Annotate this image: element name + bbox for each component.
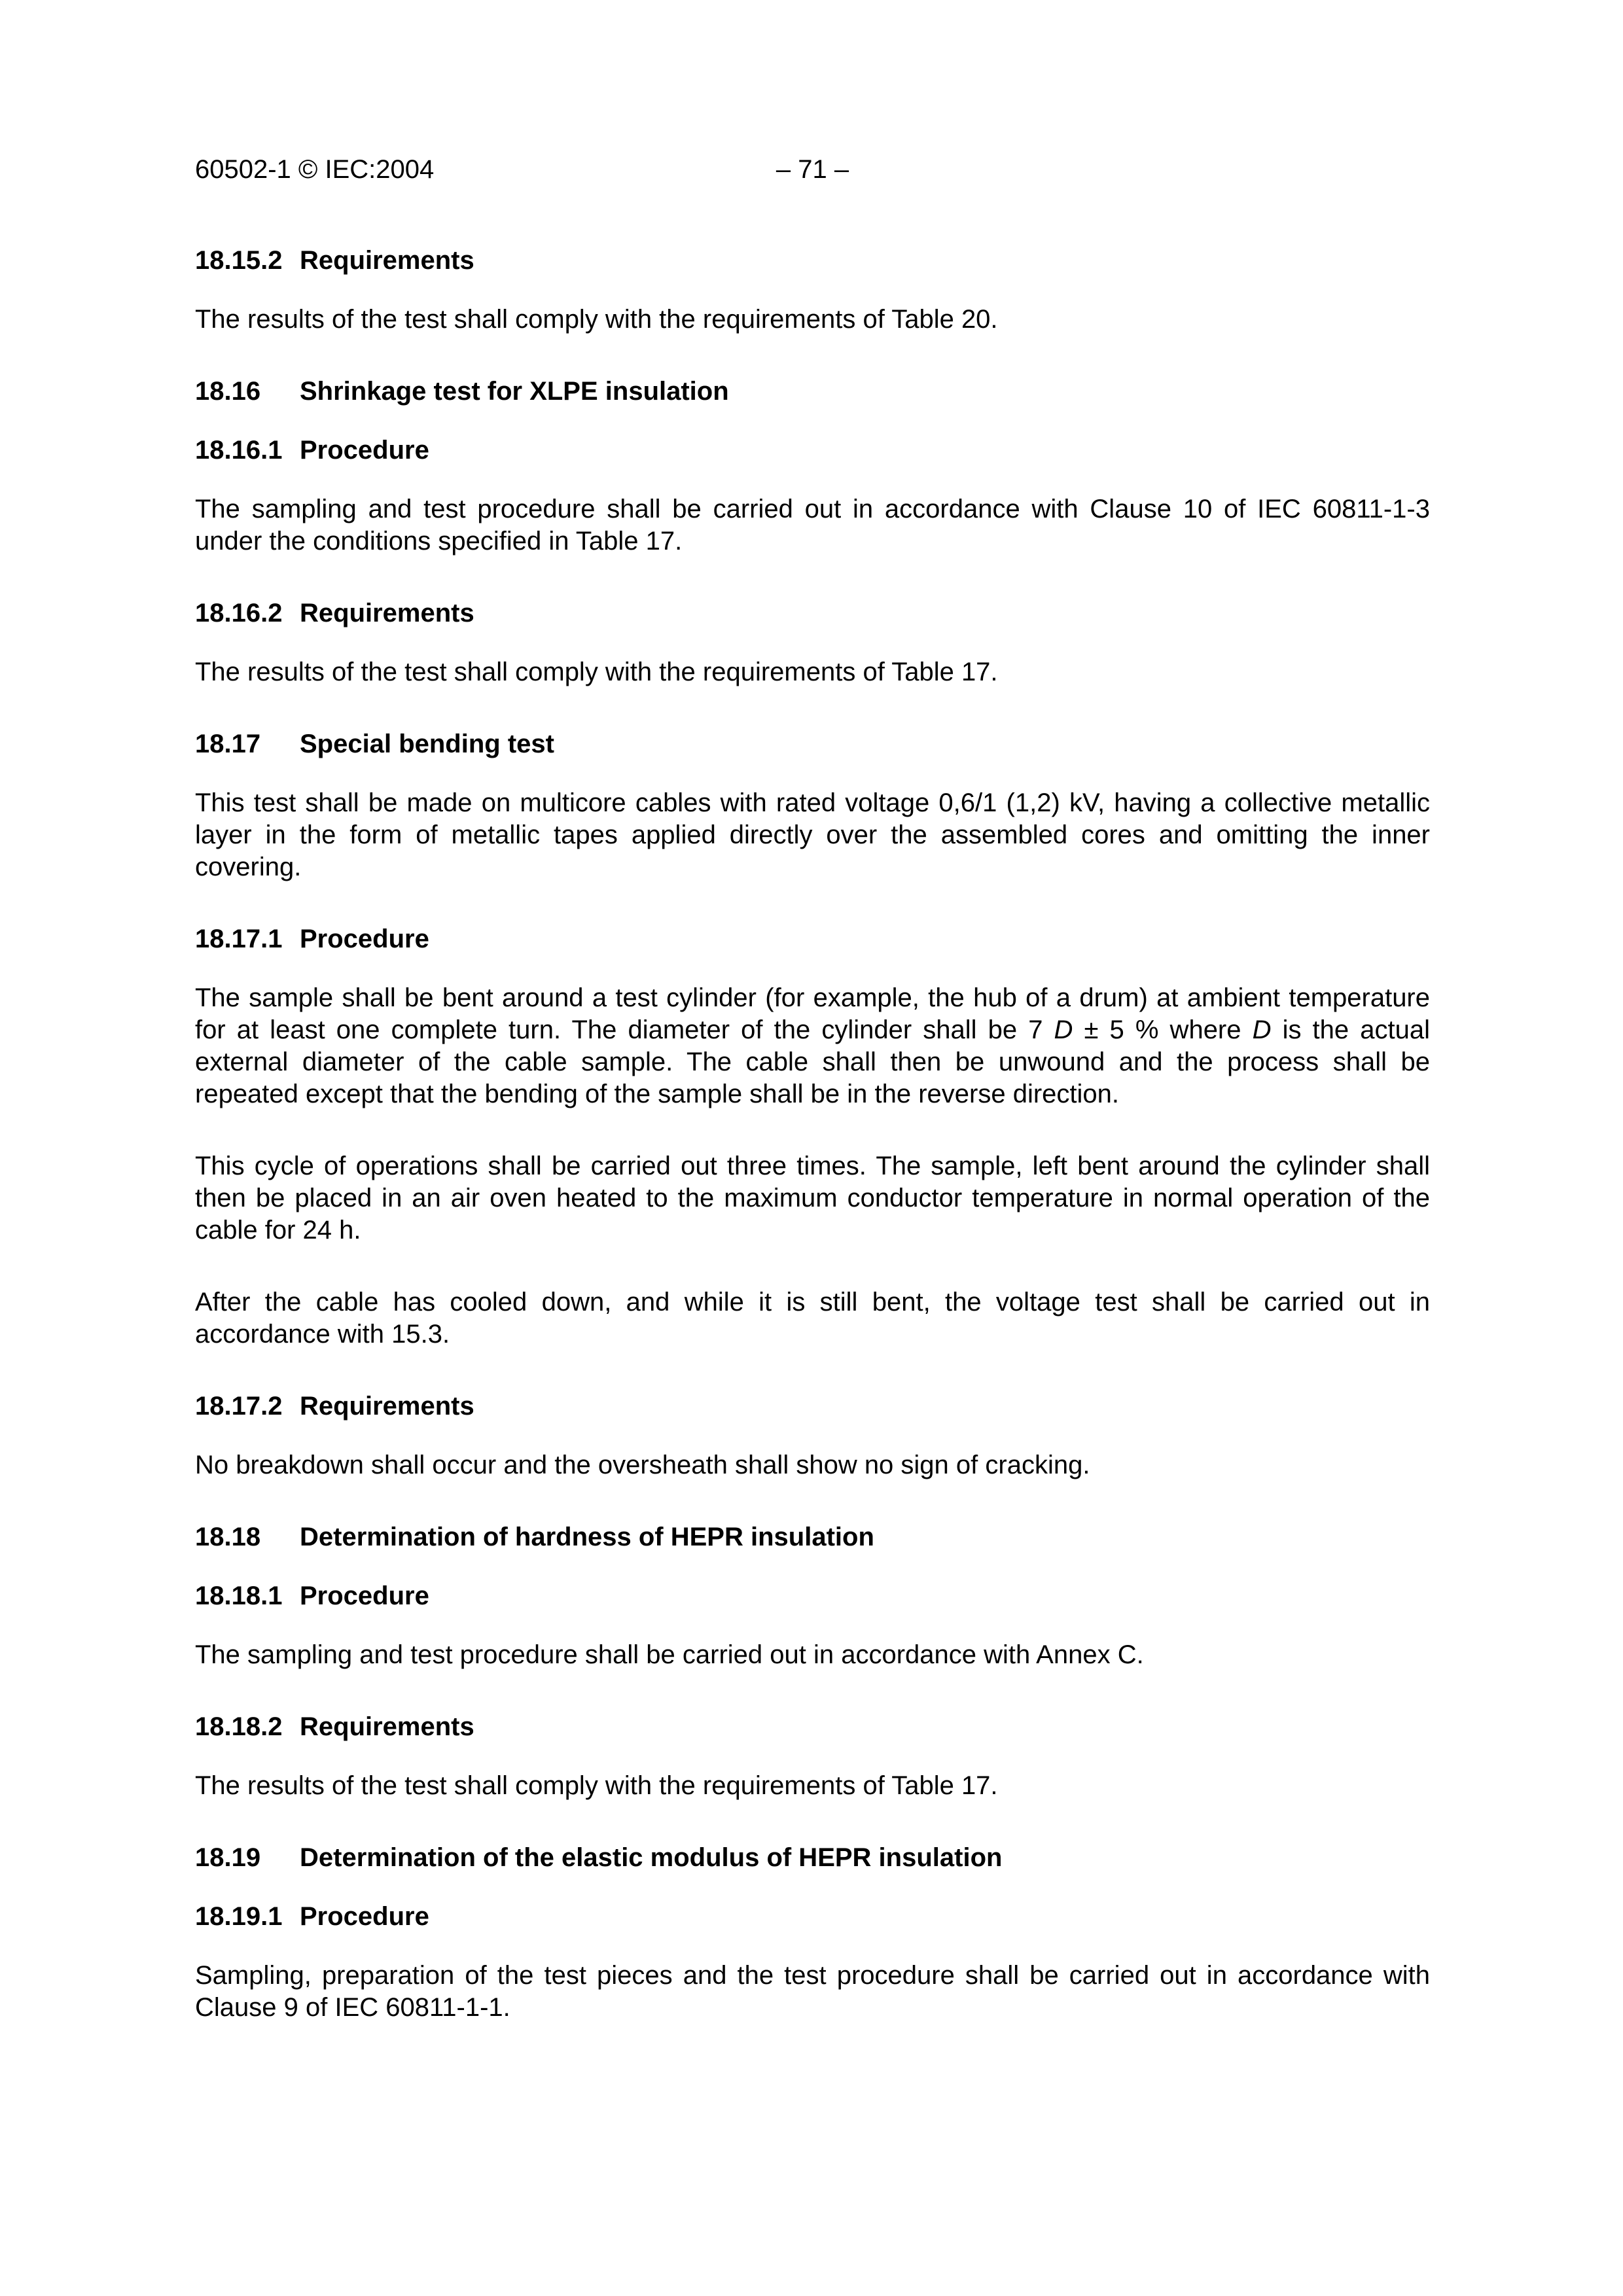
italic-symbol: D bbox=[1252, 1016, 1272, 1044]
heading-title: Requirements bbox=[300, 246, 474, 275]
section-heading-18.16.1 bbox=[195, 434, 1430, 467]
heading-number: 18.17.2 bbox=[195, 1392, 283, 1421]
page-number: – 71 – bbox=[776, 155, 849, 184]
heading-number: 18.19.1 bbox=[195, 1902, 283, 1931]
heading-number: 18.15.2 bbox=[195, 246, 283, 275]
document-body bbox=[195, 245, 1430, 2024]
paragraph bbox=[195, 982, 1430, 1110]
heading-number: 18.16.1 bbox=[195, 436, 283, 465]
section-heading-18.18 bbox=[195, 1521, 1430, 1553]
paragraph-run: The results of the test shall comply with the requirements of Table 20. bbox=[195, 305, 998, 334]
paragraph bbox=[195, 493, 1430, 557]
paragraph-run: The sampling and test procedure shall be carried out in accordance with Annex C. bbox=[195, 1640, 1144, 1669]
heading-title: Procedure bbox=[300, 925, 429, 953]
section-heading-18.19.1 bbox=[195, 1901, 1430, 1933]
document-reference: 60502-1 © IEC:2004 bbox=[195, 155, 435, 184]
section-heading-18.17 bbox=[195, 728, 1430, 760]
heading-title: Procedure bbox=[300, 1902, 429, 1931]
paragraph bbox=[195, 1770, 1430, 1802]
heading-number: 18.18.2 bbox=[195, 1712, 283, 1741]
heading-title: Determination of the elastic modulus of HEPR insulation bbox=[300, 1843, 1003, 1872]
heading-title: Requirements bbox=[300, 599, 474, 627]
heading-title: Determination of hardness of HEPR insulation bbox=[300, 1523, 874, 1551]
section-heading-18.19 bbox=[195, 1842, 1430, 1874]
paragraph-run: No breakdown shall occur and the oversheath shall show no sign of cracking. bbox=[195, 1451, 1090, 1479]
paragraph bbox=[195, 1286, 1430, 1351]
paragraph-run: The results of the test shall comply with the requirements of Table 17. bbox=[195, 658, 998, 686]
paragraph bbox=[195, 304, 1430, 336]
heading-number: 18.19 bbox=[195, 1843, 261, 1872]
heading-title: Requirements bbox=[300, 1392, 474, 1421]
heading-number: 18.18.1 bbox=[195, 1581, 283, 1610]
paragraph bbox=[195, 1449, 1430, 1481]
heading-title: Procedure bbox=[300, 1581, 429, 1610]
heading-title: Requirements bbox=[300, 1712, 474, 1741]
italic-symbol: D bbox=[1054, 1016, 1073, 1044]
paragraph bbox=[195, 1639, 1430, 1671]
paragraph-run: The results of the test shall comply with the requirements of Table 17. bbox=[195, 1771, 998, 1800]
paragraph bbox=[195, 1960, 1430, 2024]
paragraph-run: Sampling, preparation of the test pieces and the test procedure shall be carried out in accordance with Clause 9 of IEC 60811-1-1. bbox=[195, 1961, 1430, 2022]
page-header bbox=[195, 154, 1430, 186]
paragraph bbox=[195, 787, 1430, 883]
section-heading-18.17.1 bbox=[195, 923, 1430, 955]
paragraph bbox=[195, 1150, 1430, 1246]
heading-title: Procedure bbox=[300, 436, 429, 465]
paragraph bbox=[195, 656, 1430, 688]
section-heading-18.17.2 bbox=[195, 1390, 1430, 1422]
heading-number: 18.18 bbox=[195, 1523, 261, 1551]
paragraph-run: This test shall be made on multicore cables with rated voltage 0,6/1 (1,2) kV, having a collective metallic layer in the form of metallic tapes applied directly over the assembled cores and omitting the inner covering. bbox=[195, 788, 1430, 881]
heading-number: 18.17 bbox=[195, 730, 261, 758]
heading-number: 18.17.1 bbox=[195, 925, 283, 953]
paragraph-run: The sample shall be bent around a test cylinder (for example, the hub of a drum) at ambient temperature for at least one complete turn. The diameter of the cylinder shall be 7 bbox=[195, 983, 1430, 1044]
heading-number: 18.16.2 bbox=[195, 599, 283, 627]
heading-number: 18.16 bbox=[195, 377, 261, 406]
section-heading-18.18.1 bbox=[195, 1580, 1430, 1612]
section-heading-18.16.2 bbox=[195, 597, 1430, 629]
heading-title: Special bending test bbox=[300, 730, 554, 758]
paragraph-run: This cycle of operations shall be carried out three times. The sample, left bent around the cylinder shall then be placed in an air oven heated to the maximum conductor temperature in normal operation of the cable for 24 h. bbox=[195, 1152, 1430, 1245]
paragraph-run: ± 5 % where bbox=[1073, 1016, 1253, 1044]
section-heading-18.15.2 bbox=[195, 245, 1430, 277]
section-heading-18.16 bbox=[195, 376, 1430, 408]
paragraph-run: The sampling and test procedure shall be carried out in accordance with Clause 10 of IEC 60811-1-3 under the conditions specified in Table 17. bbox=[195, 495, 1430, 556]
paragraph-run: After the cable has cooled down, and while it is still bent, the voltage test shall be carried out in accordance with 15.3. bbox=[195, 1288, 1430, 1349]
heading-title: Shrinkage test for XLPE insulation bbox=[300, 377, 729, 406]
paragraph-run: is the actual external diameter of the cable sample. The cable shall then be unwound and the process shall be repeated except that the bending of the sample shall be in the reverse direction. bbox=[195, 1016, 1430, 1108]
section-heading-18.18.2 bbox=[195, 1711, 1430, 1743]
